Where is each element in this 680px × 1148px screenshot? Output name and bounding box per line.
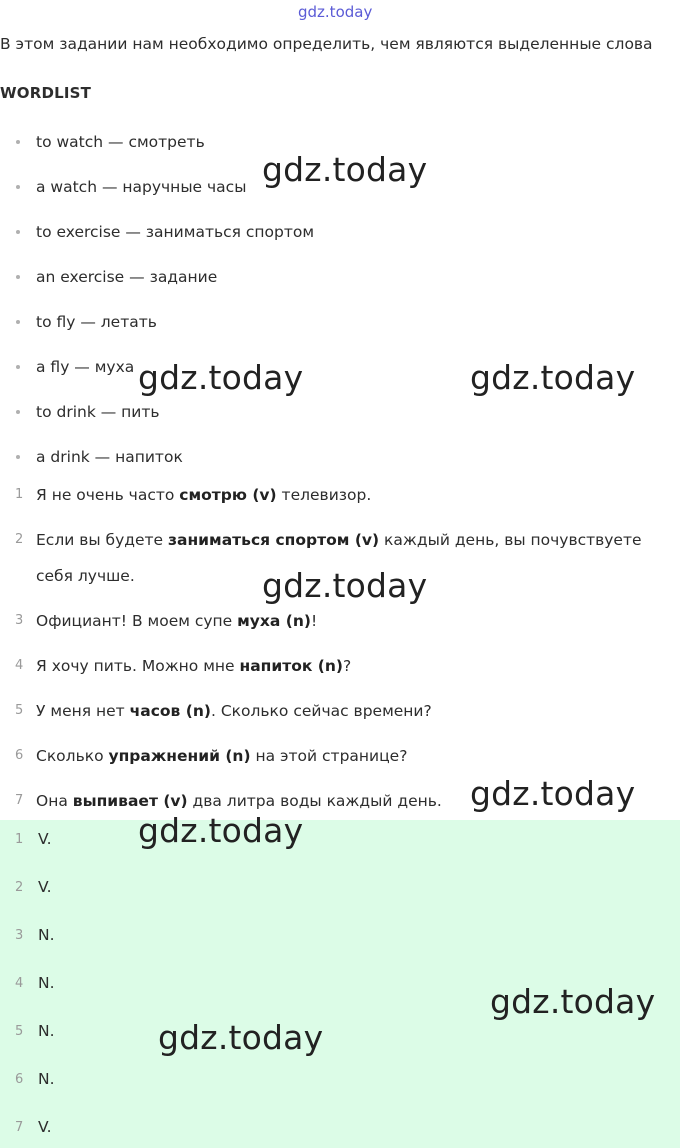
bullet-icon (16, 230, 20, 234)
watermark: gdz.today (470, 774, 636, 813)
task-number: 7 (15, 793, 24, 808)
bullet-icon (16, 275, 20, 279)
answer-number: 5 (15, 1024, 24, 1039)
answer-value: V. (38, 830, 52, 848)
bullet-icon (16, 185, 20, 189)
answer-number: 3 (15, 928, 24, 943)
task-text: Сколько упражнений (n) на этой странице? (36, 747, 408, 765)
watermark: gdz.today (138, 358, 304, 397)
task-number: 3 (15, 613, 24, 628)
task-text: Она выпивает (v) два литра воды каждый день. (36, 792, 442, 810)
task-text: Я не очень часто смотрю (v) телевизор. (36, 486, 372, 504)
task-text: Официант! В моем супе муха (n)! (36, 612, 318, 630)
watermark: gdz.today (470, 358, 636, 397)
answer-value: V. (38, 878, 52, 896)
answer-number: 1 (15, 832, 24, 847)
bullet-icon (16, 140, 20, 144)
answer-number: 7 (15, 1120, 24, 1135)
task-text: Я хочу пить. Можно мне напиток (n)? (36, 657, 352, 675)
bullet-icon (16, 455, 20, 459)
task-number: 5 (15, 703, 24, 718)
task-text: Если вы будете заниматься спортом (v) каждый день, вы почувствуете себя лучше. (36, 531, 642, 585)
answer-value: N. (38, 1022, 55, 1040)
answer-value: N. (38, 974, 55, 992)
watermark: gdz.today (262, 566, 428, 605)
watermark: gdz.today (490, 982, 656, 1021)
bullet-icon (16, 410, 20, 414)
answer-value: N. (38, 926, 55, 944)
wordlist-heading: WORDLIST (0, 84, 92, 102)
task-number: 1 (15, 487, 24, 502)
intro-text: В этом задании нам необходимо определить, чем являются выделенные слова (0, 35, 653, 53)
header-watermark: gdz.today (298, 3, 373, 21)
watermark: gdz.today (138, 811, 304, 850)
watermark: gdz.today (262, 150, 428, 189)
task-number: 2 (15, 532, 24, 547)
answer-value: N. (38, 1070, 55, 1088)
bullet-icon (16, 320, 20, 324)
task-number: 6 (15, 748, 24, 763)
answer-number: 2 (15, 880, 24, 895)
answer-number: 6 (15, 1072, 24, 1087)
answer-value: V. (38, 1118, 52, 1136)
answer-number: 4 (15, 976, 24, 991)
task-text: У меня нет часов (n). Сколько сейчас времени? (36, 702, 432, 720)
task-number: 4 (15, 658, 24, 673)
bullet-icon (16, 365, 20, 369)
watermark: gdz.today (158, 1018, 324, 1057)
